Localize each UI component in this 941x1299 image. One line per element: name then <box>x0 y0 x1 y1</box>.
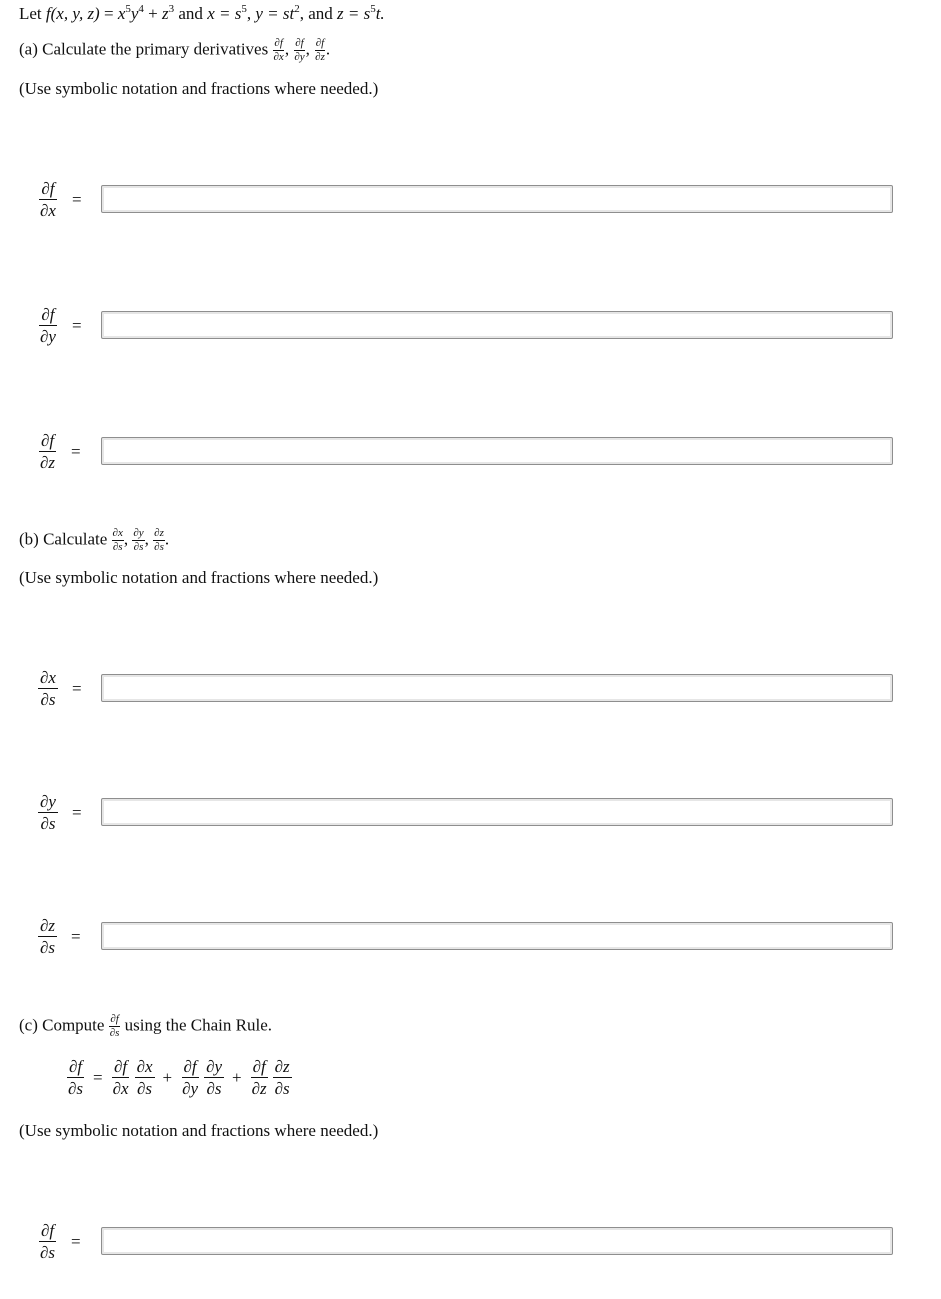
sep: , <box>305 39 310 59</box>
part-a-deriv-3: $\frac{\partial f}{\partial z}$ <box>315 37 325 63</box>
and-word-2: , and <box>299 4 333 23</box>
period: . <box>164 529 170 549</box>
exp-x: 5 <box>125 3 131 15</box>
df-dz-input[interactable] <box>101 437 893 465</box>
part-c-heading <box>19 1014 272 1039</box>
part-a-label: (a) Calculate the primary derivatives <box>19 39 269 59</box>
df-dx-input[interactable] <box>101 185 893 213</box>
chain-rule-formula <box>66 1058 292 1097</box>
dx-ds-label: $\frac{\partial x}{\partial s}$ = <box>40 668 82 709</box>
part-a-deriv-1: $\frac{\partial f}{\partial x}$ <box>273 37 284 63</box>
dz-ds-label: $\frac{\partial z}{\partial s}$ = <box>40 916 81 957</box>
period: . <box>325 39 331 59</box>
df-ds-label: $\frac{\partial f}{\partial s}$ = <box>40 1221 81 1262</box>
chain-term-2: $\frac{\partial f}{\partial y}$ $\frac{\partial y}{\partial s}$ <box>182 1057 223 1098</box>
chain-term-1: $\frac{\partial f}{\partial x}$ $\frac{\partial x}{\partial s}$ <box>112 1057 153 1098</box>
part-a-heading <box>19 38 330 63</box>
chain-lhs: $\frac{\partial f}{\partial s}$ <box>68 1057 84 1098</box>
let-word: Let <box>19 4 42 23</box>
part-a-deriv-2: $\frac{\partial f}{\partial y}$ <box>294 37 305 63</box>
function-signature: f(x, y, z) <box>45 4 100 23</box>
part-c-label-tail: using the Chain Rule. <box>124 1015 272 1035</box>
plus-sign: + <box>148 4 158 23</box>
part-c-label: (c) Compute <box>19 1015 105 1035</box>
z-definition: z = s <box>336 4 371 23</box>
dy-ds-label: $\frac{\partial y}{\partial s}$ = <box>40 792 82 833</box>
term-x: x <box>117 4 126 23</box>
chain-eq: = <box>93 1067 103 1087</box>
df-dx-label: $\frac{\partial f}{\partial x}$ = <box>40 179 82 220</box>
dx-ds-input[interactable] <box>101 674 893 702</box>
sep: , <box>144 529 149 549</box>
sep: , <box>284 39 290 59</box>
y-definition: y = st <box>255 4 295 23</box>
x-definition: x = s <box>207 4 242 23</box>
problem-statement <box>19 4 385 24</box>
part-b-note: (Use symbolic notation and fractions where needed.) <box>19 568 379 587</box>
df-dy-input[interactable] <box>101 311 893 339</box>
chain-plus-1: + <box>162 1067 173 1087</box>
part-c-deriv: $\frac{\partial f}{\partial s}$ <box>109 1013 120 1039</box>
exp-y: 4 <box>138 3 144 15</box>
df-dz-label: $\frac{\partial f}{\partial z}$ = <box>40 431 81 472</box>
comma: , <box>246 4 252 23</box>
and-word: and <box>178 4 203 23</box>
chain-plus-2: + <box>232 1067 242 1087</box>
chain-term-3: $\frac{\partial f}{\partial z}$ $\frac{\partial z}{\partial s}$ <box>251 1057 290 1098</box>
z-tail: t. <box>375 4 385 23</box>
part-b-deriv-1: $\frac{\partial x}{\partial s}$ <box>112 527 123 553</box>
part-b-deriv-3: $\frac{\partial z}{\partial s}$ <box>154 527 164 553</box>
exp-z: 3 <box>168 3 175 15</box>
equals-sign: = <box>103 4 114 23</box>
z-exp: 5 <box>370 3 376 15</box>
dy-ds-input[interactable] <box>101 798 893 826</box>
y-exp: 2 <box>294 3 300 15</box>
part-b-label: (b) Calculate <box>19 529 108 549</box>
dz-ds-input[interactable] <box>101 922 893 950</box>
sep: , <box>123 529 129 549</box>
term-z: z <box>162 4 169 23</box>
part-b-heading <box>19 528 169 553</box>
part-a-note: (Use symbolic notation and fractions where needed.) <box>19 79 379 98</box>
part-b-deriv-2: $\frac{\partial y}{\partial s}$ <box>133 527 144 553</box>
df-dy-label: $\frac{\partial f}{\partial y}$ = <box>40 305 82 346</box>
term-y: y <box>130 4 139 23</box>
part-c-note: (Use symbolic notation and fractions where needed.) <box>19 1121 379 1140</box>
x-exp: 5 <box>241 3 247 15</box>
df-ds-input[interactable] <box>101 1227 893 1255</box>
